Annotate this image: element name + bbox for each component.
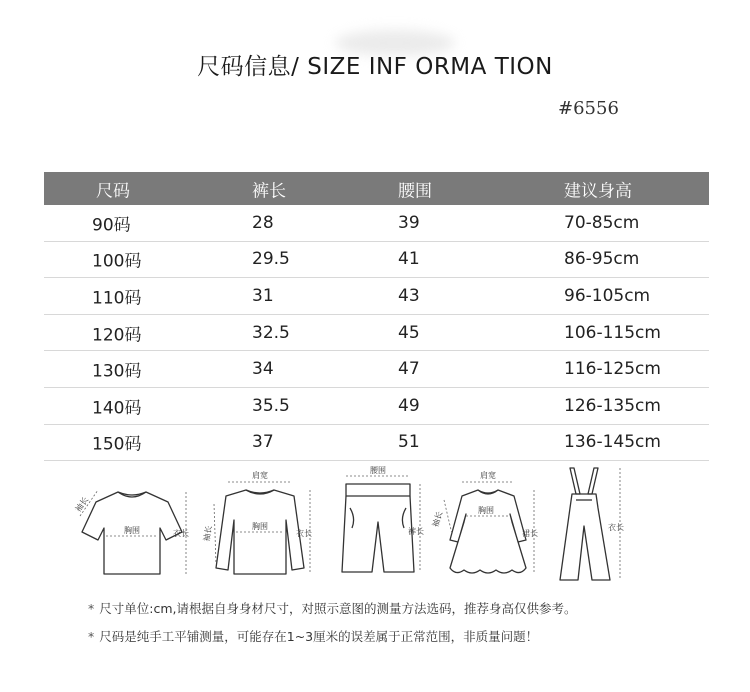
note-text: 尺寸单位:cm,请根据自身身材尺寸，对照示意图的测量方法选码，推荐身高仅供参考。 — [99, 601, 577, 616]
height-cell: 136-145cm — [564, 432, 661, 453]
column-header-pants-length: 裤长 — [252, 181, 286, 201]
size-table — [44, 172, 709, 461]
size-cell: 90码 — [92, 215, 131, 236]
size-cell: 150码 — [92, 434, 142, 455]
pants-diagram — [328, 464, 438, 584]
dress-shoulder-label: 肩宽 — [480, 471, 496, 480]
table-row — [44, 315, 709, 352]
column-header-height: 建议身高 — [564, 181, 632, 201]
waist-cell: 43 — [398, 285, 420, 306]
column-header-waist: 腰围 — [398, 181, 432, 201]
note-marker: * — [88, 629, 95, 644]
table-row — [44, 351, 709, 388]
waist-cell: 41 — [398, 249, 420, 270]
table-row — [44, 388, 709, 425]
dress-diagram — [430, 464, 555, 584]
pants-length-label: 裤长 — [408, 527, 424, 536]
sweater-shoulder-label: 肩宽 — [252, 471, 268, 480]
note-measurement-error — [88, 627, 538, 645]
dress-length-label: 裙长 — [522, 529, 538, 538]
pants-length-cell: 28 — [252, 212, 274, 233]
sweater-chest-label: 胸围 — [252, 522, 268, 531]
tshirt-diagram — [70, 464, 195, 584]
dress-chest-label: 胸围 — [478, 506, 494, 515]
pants-length-cell: 37 — [252, 432, 274, 453]
pants-length-cell: 29.5 — [252, 249, 290, 270]
waist-cell: 47 — [398, 359, 420, 380]
overalls-diagram — [550, 464, 655, 589]
waist-cell: 45 — [398, 322, 420, 343]
sweater-sleeve-label: 袖长 — [202, 524, 214, 543]
height-cell: 96-105cm — [564, 285, 651, 306]
overalls-length-label: 衣长 — [608, 523, 624, 532]
tshirt-sleeve-label: 袖长 — [73, 495, 91, 514]
sweater-length-label: 衣长 — [296, 529, 312, 538]
page-title: 尺码信息/ SIZE INF ORMA TION — [197, 54, 553, 80]
pants-length-cell: 32.5 — [252, 322, 290, 343]
sweater-diagram — [200, 464, 325, 584]
size-cell: 130码 — [92, 361, 142, 382]
pants-length-cell: 31 — [252, 285, 274, 306]
note-size-unit — [88, 599, 577, 617]
dress-sleeve-label: 袖长 — [430, 510, 445, 529]
table-row — [44, 205, 709, 242]
note-text: 尺码是纯手工平铺测量，可能存在1~3厘米的误差属于正常范围，非质量问题！ — [99, 629, 539, 644]
height-cell: 86-95cm — [564, 249, 640, 270]
waist-cell: 51 — [398, 432, 420, 453]
table-row — [44, 278, 709, 315]
size-cell: 100码 — [92, 251, 142, 272]
height-cell: 70-85cm — [564, 212, 640, 233]
size-cell: 140码 — [92, 398, 142, 419]
table-row — [44, 242, 709, 279]
height-cell: 116-125cm — [564, 359, 661, 380]
height-cell: 106-115cm — [564, 322, 661, 343]
measurement-diagrams — [60, 464, 660, 589]
tshirt-chest-label: 胸围 — [124, 526, 140, 535]
pants-waist-label: 腰围 — [370, 466, 386, 475]
size-cell: 110码 — [92, 288, 142, 309]
tshirt-length-label: 衣长 — [173, 529, 189, 538]
column-header-size: 尺码 — [96, 181, 130, 201]
size-cell: 120码 — [92, 325, 142, 346]
pants-length-cell: 34 — [252, 359, 274, 380]
table-row — [44, 425, 709, 462]
note-marker: * — [88, 601, 95, 616]
height-cell: 126-135cm — [564, 395, 661, 416]
product-code: #6556 — [558, 98, 619, 119]
waist-cell: 49 — [398, 395, 420, 416]
pants-length-cell: 35.5 — [252, 395, 290, 416]
waist-cell: 39 — [398, 212, 420, 233]
table-header — [44, 172, 709, 205]
